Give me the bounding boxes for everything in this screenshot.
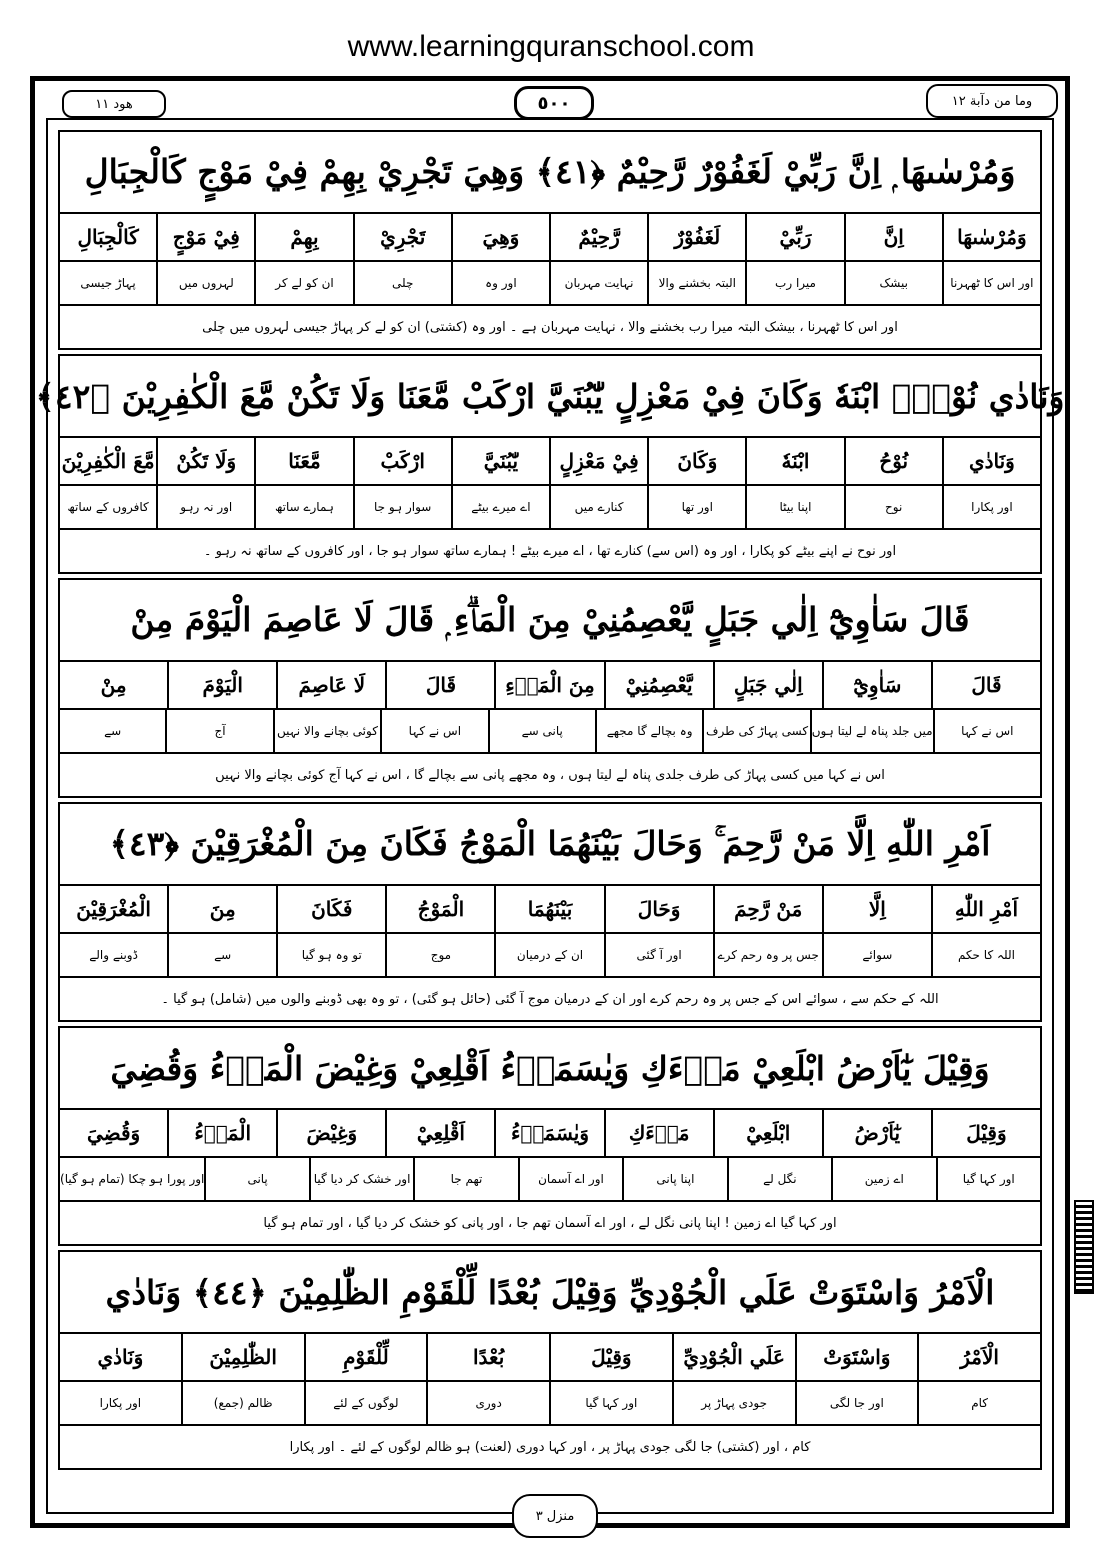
urdu-translation-line: اللہ کے حکم سے ، سوائے اس کے جس پر وہ رحم کرے اور ان کے درمیان موج آ گئی (حائل ہو گئی) ، تو وہ بھی ڈوبنے والوں میں (شامل) ہو گیا ۔: [60, 976, 1040, 1020]
arabic-word-cell: يَّعْصِمُنِيْ: [604, 662, 713, 708]
arabic-word-cell: وَغِيْضَ: [276, 1110, 385, 1156]
word-meaning-cell: اور تھا: [647, 486, 745, 528]
arabic-word-cell: رَبِّيْ: [745, 214, 843, 260]
word-meaning-cell: لہروں میں: [156, 262, 254, 304]
arabic-word-cell: الْمَوْجُ: [385, 886, 494, 932]
word-meaning-cell: کنارے میں: [549, 486, 647, 528]
arabic-word-cell: وَقُضِيَ: [86, 1121, 141, 1145]
arabic-word-cell: اَقْلِعِيْ: [385, 1110, 494, 1156]
arabic-word-cell: فَكَانَ: [276, 886, 385, 932]
word-meaning-cell: اے میرے بیٹے: [451, 486, 549, 528]
word-meaning-cell: جودی پہاڑ پر: [672, 1382, 795, 1424]
verse-section: [58, 1026, 1042, 1246]
word-meaning-cell: اللہ کا حکم: [931, 934, 1040, 976]
word-meaning-cell: کافروں کے ساتھ: [67, 500, 149, 514]
word-meaning-cell: موج: [385, 934, 494, 976]
word-meaning-cell: وہ بچالے گا مجھے: [595, 710, 702, 752]
word-meaning-cell: ظالم (جمع): [181, 1382, 304, 1424]
arabic-word-cell: وَلَا تَكُنْ: [156, 438, 254, 484]
arabic-verse-line: وَمُرْسٰىهَا ۭ اِنَّ رَبِّيْ لَغَفُوْرٌ رَّحِيْمٌ ﴿٤١﴾ وَهِيَ تَجْرِيْ بِهِمْ فِيْ مَوْجٍ كَالْجِبَالِ: [84, 152, 1016, 191]
arabic-word-cell: اِلَّا: [822, 886, 931, 932]
word-arabic-row: [60, 212, 1040, 260]
word-meaning-cell: اور پورا ہو چکا (تمام ہو گیا): [60, 1172, 205, 1186]
word-meaning-cell: کوئی بچانے والا نہیں: [273, 710, 380, 752]
word-meaning-cell: ہمارے ساتھ: [254, 486, 352, 528]
word-meaning-cell: ڈوبنے والے: [89, 948, 138, 962]
word-meaning-cell: اپنا بیٹا: [745, 486, 843, 528]
arabic-word-cell: كَالْجِبَالِ: [77, 225, 139, 249]
word-meaning-cell: چلی: [353, 262, 451, 304]
ruku-side-marker: [1074, 1200, 1094, 1294]
arabic-verse-line: اَمْرِ اللّٰهِ اِلَّا مَنْ رَّحِمَ ۚ وَحَالَ بَيْنَهُمَا الْمَوْجُ فَكَانَ مِنَ الْمُغْرَقِيْنَ ﴿٤٣﴾: [109, 824, 991, 863]
verse-section: [58, 802, 1042, 1022]
word-meaning-cell: تھم جا: [413, 1158, 517, 1200]
verse-section: [58, 130, 1042, 350]
word-meaning-cell: اور اس کا ٹھہرنا: [942, 262, 1040, 304]
word-meaning-cell: بیشک: [844, 262, 942, 304]
word-meaning-cell: پانی سے: [488, 710, 595, 752]
arabic-word-cell: يّٰبُنَيَّ: [451, 438, 549, 484]
urdu-translation-line: اس نے کہا میں کسی پہاڑ کی طرف جلدی پناہ لے لیتا ہوں ، وہ مجھے پانی سے بچالے گا ، اس نے کہا آج کوئی بچانے والا نہیں: [60, 752, 1040, 796]
arabic-word-cell: بَيْنَهُمَا: [494, 886, 603, 932]
word-arabic-row: [60, 884, 1040, 932]
word-meaning-row: [60, 260, 1040, 304]
arabic-word-cell: وَحَالَ: [604, 886, 713, 932]
verse-content: [35, 130, 1065, 1474]
arabic-word-cell: ابْنَهٗ: [745, 438, 843, 484]
arabic-word-cell: الظّٰلِمِيْنَ: [181, 1334, 304, 1380]
manzil-badge: منزل ٣: [512, 1494, 598, 1538]
word-meaning-cell: اور کہا گیا: [936, 1158, 1040, 1200]
word-meaning-row: [60, 484, 1040, 528]
word-meaning-cell: اور اے آسمان: [518, 1158, 622, 1200]
word-arabic-row: [60, 436, 1040, 484]
word-meaning-cell: اور جا لگی: [795, 1382, 918, 1424]
arabic-verse-line: قَالَ سَاٰوِيْٓ اِلٰي جَبَلٍ يَّعْصِمُنِيْ مِنَ الْمَاۗءِ ۭ قَالَ لَا عَاصِمَ الْيَوْمَ مِنْ: [130, 600, 970, 639]
arabic-word-cell: ارْكَبْ: [353, 438, 451, 484]
word-meaning-cell: ان کے درمیان: [494, 934, 603, 976]
arabic-word-cell: لَا عَاصِمَ: [276, 662, 385, 708]
word-meaning-cell: میں جلد پناہ لے لیتا ہوں: [810, 710, 933, 752]
arabic-word-cell: اِنَّ: [844, 214, 942, 260]
word-meaning-cell: سوائے: [822, 934, 931, 976]
word-meaning-cell: اور آ گئی: [604, 934, 713, 976]
arabic-word-cell: وَنَادٰي: [97, 1345, 144, 1369]
word-meaning-cell: سے: [104, 724, 122, 738]
arabic-word-cell: قَالَ: [385, 662, 494, 708]
word-meaning-cell: نہایت مہربان: [549, 262, 647, 304]
arabic-word-cell: وَكَانَ: [647, 438, 745, 484]
arabic-word-cell: سَاٰوِيْٓ: [822, 662, 931, 708]
arabic-word-cell: الْمُغْرَقِيْنَ: [76, 897, 151, 921]
page-number: ٥٠٠: [514, 86, 594, 120]
arabic-verse-line: الْاَمْرُ وَاسْتَوَتْ عَلَي الْجُوْدِيِّ وَقِيْلَ بُعْدًا لِّلْقَوْمِ الظّٰلِمِيْنَ ﴿٤٤﴾ وَنَادٰي: [105, 1272, 995, 1312]
word-meaning-cell: اس نے کہا: [380, 710, 487, 752]
arabic-word-cell: مَّعَنَا: [254, 438, 352, 484]
arabic-word-cell: مِنَ: [167, 886, 276, 932]
arabic-word-cell: وَيٰسَمَاۗءُ: [494, 1110, 603, 1156]
word-meaning-cell: پہاڑ جیسی: [80, 276, 136, 290]
arabic-word-cell: فِيْ مَعْزِلٍ: [549, 438, 647, 484]
word-meaning-cell: اس نے کہا: [933, 710, 1040, 752]
site-url: www.learningquranschool.com: [347, 30, 755, 63]
arabic-word-cell: ابْلَعِيْ: [713, 1110, 822, 1156]
arabic-word-cell: مَنْ رَّحِمَ: [713, 886, 822, 932]
surah-label: هود ١١: [62, 90, 166, 118]
verse-section: [58, 578, 1042, 798]
word-meaning-cell: لوگوں کے لئے: [304, 1382, 427, 1424]
arabic-word-cell: بِهِمْ: [254, 214, 352, 260]
arabic-word-cell: قَالَ: [931, 662, 1040, 708]
arabic-word-cell: وَهِيَ: [451, 214, 549, 260]
word-meaning-row: [60, 932, 1040, 976]
arabic-word-cell: وَاسْتَوَتْ: [795, 1334, 918, 1380]
word-meaning-cell: تو وہ ہو گیا: [276, 934, 385, 976]
arabic-word-cell: مِنْ: [100, 673, 127, 697]
word-meaning-cell: میرا رب: [745, 262, 843, 304]
word-meaning-cell: اور پکارا: [99, 1396, 142, 1410]
word-meaning-cell: آج: [165, 710, 272, 752]
word-meaning-row: [60, 708, 1040, 752]
urdu-translation-line: اور کہا گیا اے زمین ! اپنا پانی نگل لے ، اور اے آسمان تھم جا ، اور پانی کو خشک کر دیا گیا ، اور تمام ہو گیا: [60, 1200, 1040, 1244]
arabic-word-cell: لِّلْقَوْمِ: [304, 1334, 427, 1380]
arabic-word-cell: الْمَاۗءُ: [167, 1110, 276, 1156]
word-meaning-cell: جس پر وہ رحم کرے: [713, 934, 822, 976]
word-arabic-row: [60, 1332, 1040, 1380]
word-meaning-cell: ان کو لے کر: [254, 262, 352, 304]
arabic-word-cell: مَاۗءَكِ: [604, 1110, 713, 1156]
word-meaning-cell: سوار ہو جا: [353, 486, 451, 528]
word-meaning-cell: کام: [917, 1382, 1040, 1424]
word-meaning-row: [60, 1156, 1040, 1200]
arabic-word-cell: بُعْدًا: [426, 1334, 549, 1380]
arabic-word-cell: مِنَ الْمَاۗءِ: [494, 662, 603, 708]
word-meaning-row: [60, 1380, 1040, 1424]
arabic-word-cell: اَمْرِ اللّٰهِ: [931, 886, 1040, 932]
word-meaning-cell: اور وہ: [451, 262, 549, 304]
arabic-word-cell: تَجْرِيْ: [353, 214, 451, 260]
arabic-word-cell: الْاَمْرُ: [917, 1334, 1040, 1380]
arabic-word-cell: نُوْحُ: [844, 438, 942, 484]
urdu-translation-line: اور نوح نے اپنے بیٹے کو پکارا ، اور وہ (اس سے) کنارے تھا ، اے میرے بیٹے ! ہمارے ساتھ سوار ہو جا ، اور کافروں کے ساتھ نہ رہو ۔: [60, 528, 1040, 572]
urdu-translation-line: کام ، اور (کشتی) جا لگی جودی پہاڑ پر ، اور کہا دوری (لعنت) ہو ظالم لوگوں کے لئے ۔ اور پکارا: [60, 1424, 1040, 1468]
arabic-word-cell: مَّعَ الْكٰفِرِيْنَ: [61, 449, 155, 473]
para-label: وما من دآبة ١٢: [926, 84, 1058, 118]
arabic-word-cell: وَمُرْسٰىهَا: [942, 214, 1040, 260]
word-meaning-cell: اور پکارا: [942, 486, 1040, 528]
arabic-word-cell: الْيَوْمَ: [167, 662, 276, 708]
arabic-word-cell: لَغَفُوْرٌ: [647, 214, 745, 260]
word-meaning-cell: اور نہ رہو: [156, 486, 254, 528]
arabic-verse-line: وَقِيْلَ يٰٓاَرْضُ ابْلَعِيْ مَاۗءَكِ وَيٰسَمَاۗءُ اَقْلِعِيْ وَغِيْضَ الْمَاۗءُ وَقُضِيَ: [110, 1048, 990, 1088]
word-meaning-cell: سے: [167, 934, 276, 976]
urdu-translation-line: اور اس کا ٹھہرنا ، بیشک البتہ میرا رب بخشنے والا ، نہایت مہربان ہے ۔ اور وہ (کشتی) ان کو لے کر پہاڑ جیسی لہروں میں چلی: [60, 304, 1040, 348]
arabic-word-cell: فِيْ مَوْجٍ: [156, 214, 254, 260]
word-meaning-cell: البتہ بخشنے والا: [647, 262, 745, 304]
word-meaning-cell: پانی: [204, 1158, 308, 1200]
word-meaning-cell: نوح: [844, 486, 942, 528]
word-meaning-cell: اور خشک کر دیا گیا: [309, 1158, 413, 1200]
arabic-word-cell: عَلَي الْجُوْدِيِّ: [672, 1334, 795, 1380]
word-arabic-row: [60, 1108, 1040, 1156]
word-arabic-row: [60, 660, 1040, 708]
arabic-word-cell: وَقِيْلَ: [549, 1334, 672, 1380]
word-meaning-cell: دوری: [426, 1382, 549, 1424]
word-meaning-cell: اپنا پانی: [622, 1158, 726, 1200]
word-meaning-cell: نگل لے: [727, 1158, 831, 1200]
verse-section: [35, 354, 1065, 574]
arabic-word-cell: يٰٓاَرْضُ: [822, 1110, 931, 1156]
arabic-verse-line: وَنَادٰي نُوْحُۨ ابْنَهٗ وَكَانَ فِيْ مَعْزِلٍ يّٰبُنَيَّ ارْكَبْ مَّعَنَا وَلَا تَكُنْ مَّعَ الْكٰفِرِيْنَ ﴿٤٢﴾: [35, 376, 1065, 416]
word-meaning-cell: کسی پہاڑ کی طرف: [702, 710, 809, 752]
arabic-word-cell: وَقِيْلَ: [931, 1110, 1040, 1156]
arabic-word-cell: وَنَادٰي: [942, 438, 1040, 484]
arabic-word-cell: اِلٰي جَبَلٍ: [713, 662, 822, 708]
word-meaning-cell: اے زمین: [831, 1158, 935, 1200]
arabic-word-cell: رَّحِيْمٌ: [549, 214, 647, 260]
verse-section: [58, 1250, 1042, 1470]
word-meaning-cell: اور کہا گیا: [549, 1382, 672, 1424]
